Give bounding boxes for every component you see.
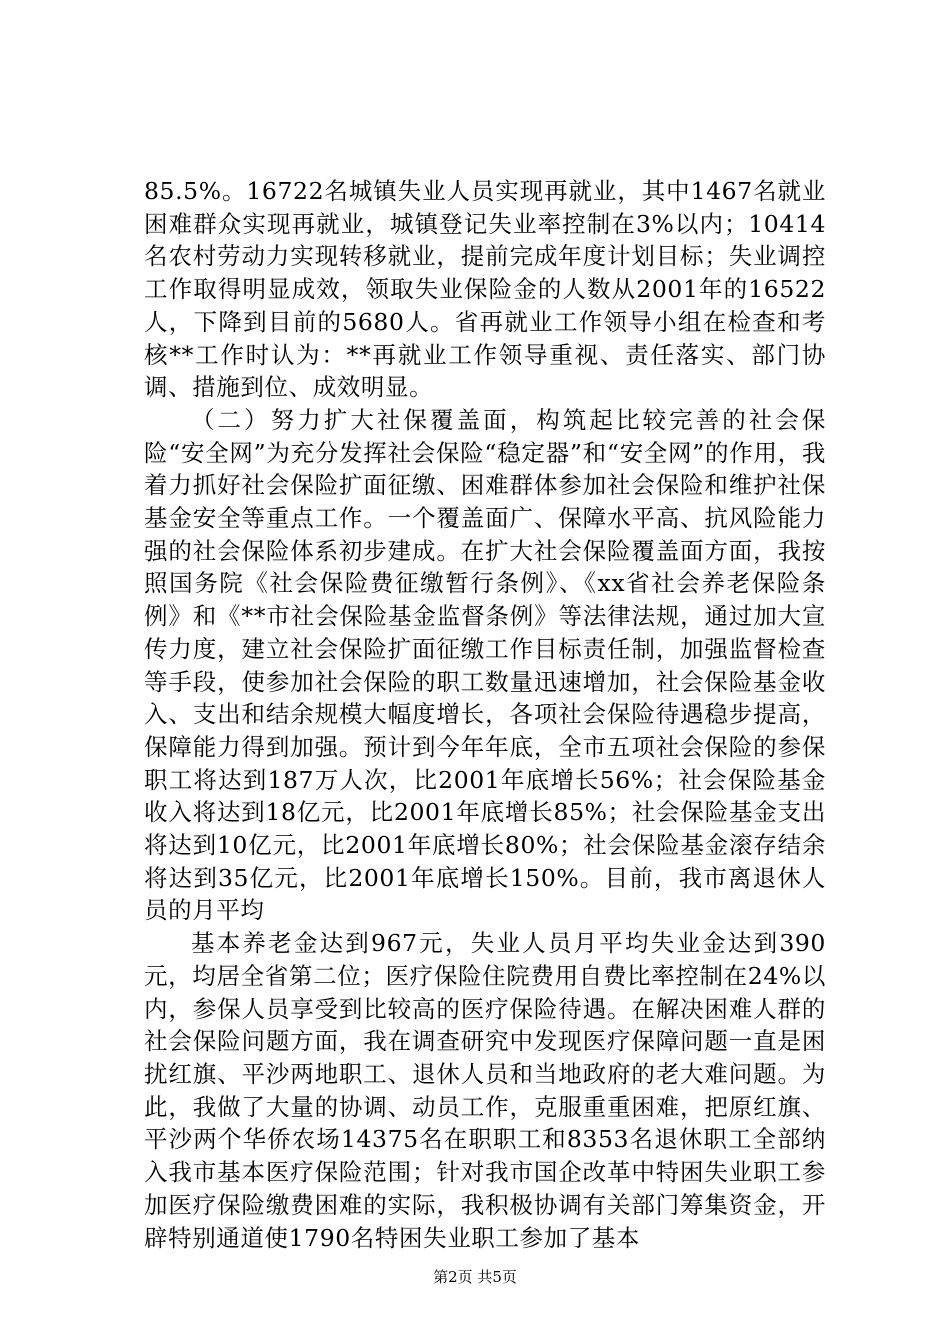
page-number-footer: 第2页 共5页	[433, 1268, 517, 1286]
document-body	[144, 175, 826, 1254]
paragraph-2: （二）努力扩大社保覆盖面，构筑起比较完善的社会保险“安全网”为充分发挥社会保险“稳定器”和“安全网”的作用，我着力抓好社会保险扩面征缴、困难群体参加社会保险和维护社保基金安全等重点工作。一个覆盖面广、保障水平高、抗风险能力强的社会保险体系初步建成。在扩大社会保险覆盖面方面，我按照国务院《社会保险费征缴暂行条例》、《xx省社会养老保险条例》和《**市社会保险基金监督条例》等法律法规，通过加大宣传力度，建立社会保险扩面征缴工作目标责任制，加强监督检查等手段，使参加社会保险的职工数量迅速增加，社会保险基金收入、支出和结余规模大幅度增长，各项社会保险待遇稳步提高，保障能力得到加强。预计到今年年底，全市五项社会保险的参保职工将达到187万人次，比2001年底增长56%；社会保险基金收入将达到18亿元，比2001年底增长85%；社会保险基金支出将达到10亿元，比2001年底增长80%；社会保险基金滚存结余将达到35亿元，比2001年底增长150%。目前，我市离退休人员的月平均	[144, 405, 826, 925]
paragraph-3: 基本养老金达到967元，失业人员月平均失业金达到390元，均居全省第二位；医疗保险住院费用自费比率控制在24%以内，参保人员享受到比较高的医疗保险待遇。在解决困难人群的社会保险问题方面，我在调查研究中发现医疗保障问题一直是困扰红旗、平沙两地职工、退休人员和当地政府的老大难问题。为此，我做了大量的协调、动员工作，克服重重困难，把原红旗、平沙两个华侨农场14375名在职职工和8353名退休职工全部纳入我市基本医疗保险范围；针对我市国企改革中特困失业职工参加医疗保险缴费困难的实际，我积极协调有关部门筹集资金，开辟特别通道使1790名特困失业职工参加了基本	[144, 929, 826, 1252]
paragraph-1: 85.5%。16722名城镇失业人员实现再就业，其中1467名就业困难群众实现再就业，城镇登记失业率控制在3%以内；10414名农村劳动力实现转移就业，提前完成年度计划目标；失业调控工作取得明显成效，领取失业保险金的人数从2001年的16522人，下降到目前的5680人。省再就业工作领导小组在检查和考核**工作时认为：**再就业工作领导重视、责任落实、部门协调、措施到位、成效明显。	[144, 177, 826, 402]
